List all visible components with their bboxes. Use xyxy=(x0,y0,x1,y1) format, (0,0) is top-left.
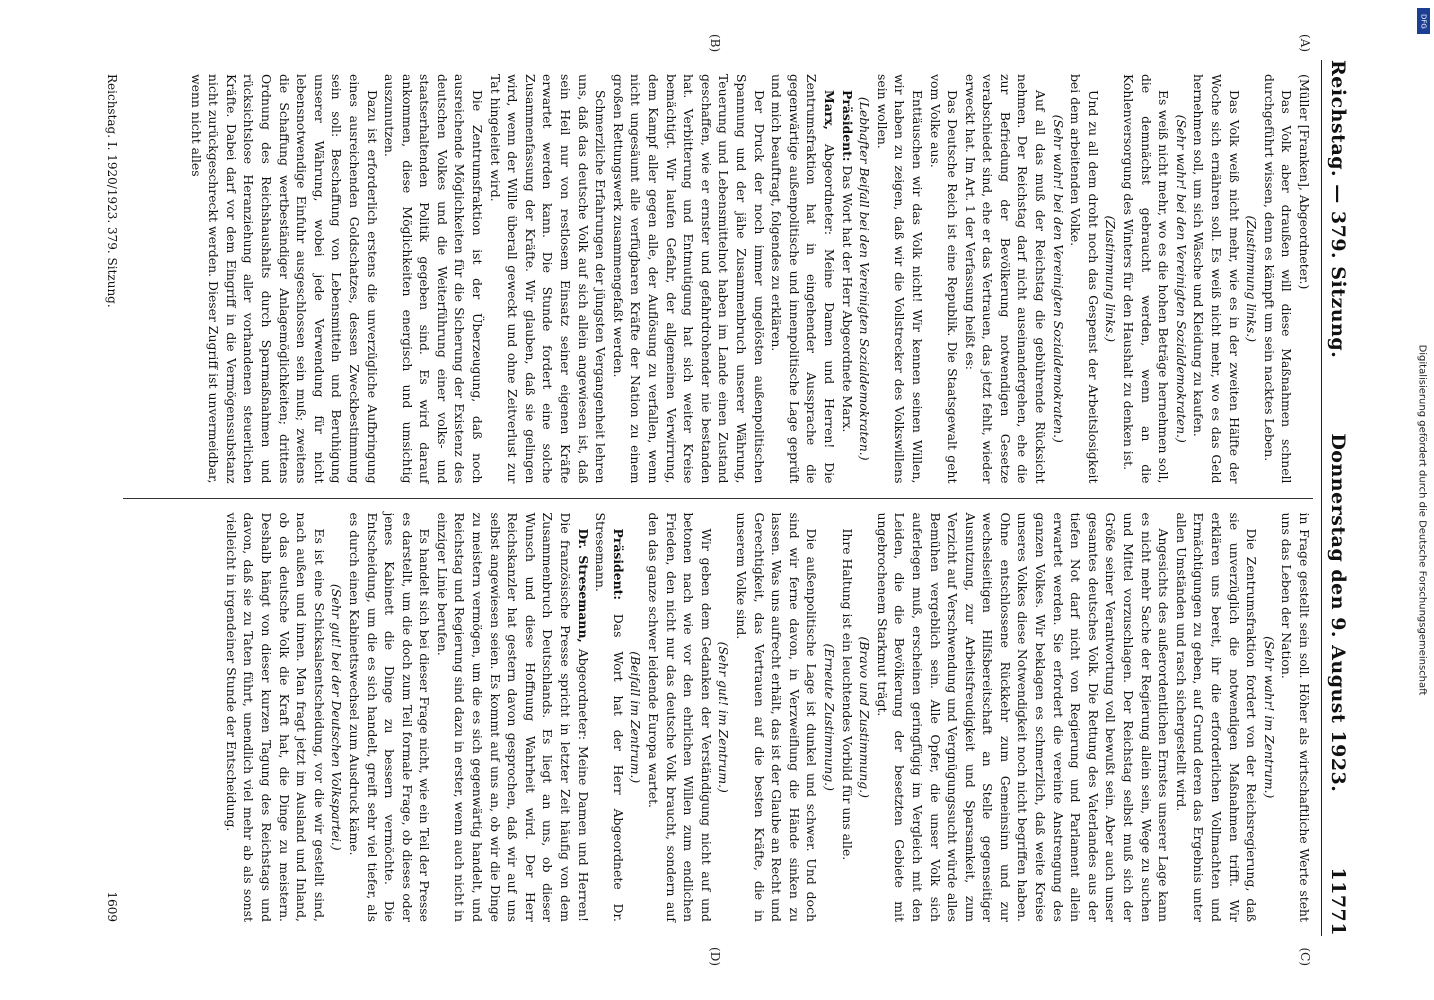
dfg-logo-icon: DFG xyxy=(1417,8,1430,34)
paragraph: Das Volk aber draußen will diese Maßnahmen schnell durchgeführt wissen, denn es kämpft um sein nacktes Leben. xyxy=(1261,74,1295,484)
paragraph: Enttäuschen wir das Volk nicht! Wir kennen seinen Willen, wir haben zu zeigen, daß wir die Vollstrecker des Volkswillens sein wollen. xyxy=(874,74,925,484)
paragraph: Und zu all dem droht noch das Gespenst der Arbeitslosigkeit bei dem arbeitenden Volke. xyxy=(1068,74,1101,484)
interjection: (Beifall im Zentrum.) xyxy=(628,651,644,784)
header-center: Donnerstag den 9. August 1923. xyxy=(1327,433,1349,793)
paragraph: Der Druck der noch immer ungelösten außenpolitischen Spannung und der jähe Zusammenbruch unserer Währung, Teuerung und Lebensmittelnot haben im Lande einen Zustand geschaffen, wie er ernster und gefahrdrohender nie bestanden hat. Verbitterung und Entmutigung hat sich weiter Kreise bemächtigt. Wir laufen Gefahr, der allgemeinen Verwirrung, dem Kampf aller gegen alle, der Auflösung zu verfallen, wenn nicht ungesäumt alle verfügbaren Kräfte der Nation zu einem großen Rettungswerk zusammengefaßt werden. xyxy=(610,74,767,484)
paragraph: Schmerzliche Erfahrungen der jüngsten Vergangenheit lehren uns, daß das deutsche Volk auf sich allein angewiesen ist, daß sein Heil nur von restlosem Einsatz seiner eigenen Kräfte erwartet werden kann. Die Stunde fordert eine solche Zusammenfassung der Kräfte. Wir glauben, daß sie gelingen wird, wenn der Wille überall geweckt und ohne Zeitverlust zur Tat hingeleitet wird. xyxy=(487,74,609,484)
paragraph: Angesichts des außerordentlichen Ernstes unserer Lage kann es nicht mehr Sache der Regierung allein sein, Wege zu suchen und Mittel vorzuschlagen. Der Reichstag selbst muß sich der Größe seiner Verantwortung voll bewußt sein. Aber auch unser gesamtes deutsches Volk. Die Rettung des Vaterlandes aus der tiefen Not darf nicht von Regierung und Parlament allein erwartet werden. Sie erfordert die vereinte Anstrengung des ganzen Volkes. Wir beklagen es schmerzlich, daß weite Kreise unseres Volkes diese Notwendigkeit noch nicht begriffen haben. Ohne entschlossene Rückkehr zum Gemeinsinn und zur wechselseitigen Hilfsbereitschaft an Stelle gegenseitiger Ausnutzung, zur Arbeitsfreudigkeit und Sparsamkeit, zum Verzicht auf Verschwendung und Vergnügungssucht würde alles Bemühen vergeblich sein. Alle Opfer, die unser Volk sich auferlegen muß, erscheinen geringfügig im Vergleich mit den Leiden, die die Bevölkerung der besetzten Gebiete mit ungebrochenem Starkmut trägt. xyxy=(874,512,1172,922)
interjection: (Sehr gut! bei der Deutschen Volkspartei.) xyxy=(329,583,345,851)
margin-marker-b: (B) xyxy=(708,34,722,53)
speaker-paragraph xyxy=(433,513,591,923)
page-header xyxy=(1321,60,1349,936)
paragraph: Es ist eine Schicksalsentscheidung, vor die wir gestellt sind, nach außen und innen. Man fragt jetzt im Ausland und Inland, ob das deutsche Volk die Kraft hat, die Dinge zu meistern. Deshalb hängt von dieser kurzen Tagung des Reichstags und davon, daß sie zu Taten führt, unendlich viel mehr ab als sonst vielleicht in irgendeiner Stunde der Entscheidung. xyxy=(223,512,327,922)
digitization-note-text: Digitalisierung gefördert durch die Deutsche Forschungsgemeinschaft xyxy=(1416,344,1428,696)
interjection: (Zustimmung links.) xyxy=(1103,215,1119,343)
speech-text: Abgeordneter: Meine Damen und Herren! Die französische Presse spricht in letzter Zeit häufig von dem Zusammenbruch Deutschlands. Es liegt an uns, ob dieser Wunsch und diese Hoffnung Wahrheit wird. Der Herr Reichskanzler hat gestern davon gesprochen, daß wir auf uns selbst angewiesen seien. Es kommt auf uns an, ob wir die Dinge zu meistern vermögen, um die es sich gegenwärtig handelt, und Reichstag und Regierung sind dazu in erster, wenn auch nicht in einziger Linie berufen. xyxy=(434,512,591,922)
columns xyxy=(123,34,1313,966)
interjection: (Sehr wahr! bei den Vereinigten Sozialdemokraten.) xyxy=(1173,114,1189,443)
header-left: Reichstag. — 379. Sitzung. xyxy=(1327,60,1349,359)
interjection: (Zustimmung links.) xyxy=(1244,215,1260,343)
interjection: (Erneute Zustimmung.) xyxy=(821,643,837,791)
speaker-name: Marx, xyxy=(821,90,837,130)
page-footer xyxy=(105,60,119,936)
paragraph: Das Deutsche Reich ist eine Republik. Die Staatsgewalt geht vom Volke aus. xyxy=(927,74,961,484)
speaker-paragraph xyxy=(768,74,838,484)
speaker-name: Präsident: xyxy=(839,90,855,162)
footer-signature: 1609 xyxy=(105,891,119,922)
footer-left: Reichstag. I. 1920/1923. 379. Sitzung. xyxy=(105,74,119,308)
paragraph: Die außenpolitische Lage ist dunkel und schwer. Und doch sind wir ferne davon, in Verzweiflung die Hände sinken zu lassen. Was uns aufrecht erhält, das ist der Glaube an Recht und Gerechtigkeit, das Vertrauen auf die besten Kräfte, die in unserem Volke sind. xyxy=(734,512,820,922)
margin-marker-d: (D) xyxy=(708,947,722,966)
paragraph: Ihre Haltung ist ein leuchtendes Vorbild für uns alle. xyxy=(839,528,855,861)
speech-text: Abgeordneter: Meine Damen und Herren! Die Zentrumsfraktion hat in eingehender Aussprache die gegenwärtige außenpolitische und innenpolitische Lage geprüft und mich beauftragt, folgendes zu erklären. xyxy=(769,74,837,484)
speech-text: Das Wort hat der Herr Abgeordnete Dr. Stresemann. xyxy=(593,512,626,922)
right-column xyxy=(123,499,1313,966)
rotated-page xyxy=(27,20,1407,980)
digitization-note xyxy=(1414,40,1430,1000)
paragraph: Die Zentrumsfraktion ist der Überzeugung, daß noch ausreichende Möglichkeiten für die Sicherung der Existenz des deutschen Volkes und die Weiterführung einer volks- und staatserhaltenden Politik gegeben sind. Es wird darauf ankommen, diese Möglichkeiten energisch und umsichtig auszunutzen. xyxy=(382,74,486,484)
interjection: (Bravo und Zustimmung.) xyxy=(857,636,873,799)
interjection: (Sehr gut! im Zentrum.) xyxy=(716,641,732,793)
speaker-paragraph xyxy=(838,74,856,484)
page-number: 11771 xyxy=(1327,867,1349,936)
left-column xyxy=(123,34,1313,499)
speaker-name: Präsident: xyxy=(610,528,626,600)
paragraph: (Müller [Franken], Abgeordneter.) xyxy=(1297,74,1312,290)
interjection: (Sehr wahr! bei den Vereinigten Sozialdemokraten.) xyxy=(1050,114,1066,443)
paragraph: Es weiß nicht mehr, wo es die hohen Beträge hernehmen soll, die demnächst gebraucht werden, wenn an die Kohlenversorgung des Winters für den Haushalt zu denken ist. xyxy=(1121,74,1172,484)
margin-marker-a: (A) xyxy=(1298,34,1312,53)
paragraph: Auf all das muß der Reichstag die gebührende Rücksicht nehmen. Der Reichstag darf nicht auseinandergehen, ehe die zur Befriedung der Bevölkerung notwendigen Gesetze verabschiedet sind, ehe er das Vertrauen, das jetzt fehlt, wieder erweckt hat. Im Art. 1 der Verfassung heißt es: xyxy=(962,74,1049,484)
paragraph: Wir geben dem Gedanken der Verständigung nicht auf und betonen nach wie vor den ehrlichen Willen zum endlichen Frieden, den nicht nur das deutsche Volk braucht, sondern auf den das ganze schwer leidende Europa wartet. xyxy=(646,512,714,922)
interjection: (Sehr wahr! im Zentrum.) xyxy=(1261,636,1277,799)
speech-text: Das Wort hat der Herr Abgeordnete Marx. xyxy=(839,165,855,433)
speaker-name: Dr. Stresemann, xyxy=(575,528,591,643)
paragraph: Dazu ist erforderlich erstens die unverzügliche Aufbringung eines ausreichenden Goldschatzes, dessen Zweckbestimmung sein soll: Beschaffung von Lebensmitteln und Beruhigung unserer Währung, wobei jede Verwendung für nicht lebensnotwendige Einfuhr ausgeschlossen sein muß; zweitens die Schaffung wertbeständiger Anlagemöglichkeiten; drittens Ordnung des Reichshaushalts durch Sparmaßnahmen und rücksichtslose Heranziehung aller vorhandenen steuerlichen Kräfte. Dabei darf vor dem Eingriff in die Vermögenssubstanz nicht zurückgeschreckt werden. Dieser Zugriff ist unvermeidbar, wenn nicht alles xyxy=(188,74,380,484)
speaker-paragraph xyxy=(592,513,627,923)
paragraph: Es handelt sich bei dieser Frage nicht, wie ein Teil der Presse es darstellt, um die doch zum Teil formale Frage, ob dieses oder jenes Kabinett die Dinge zu bessern vermöchte. Die Entscheidung, um die es sich handelt, greift sehr viel tiefer, als es durch einen Kabinettswechsel zum Ausdruck käme. xyxy=(346,512,433,922)
paragraph: in Frage gestellt sein soll. Höher als wirtschaftliche Werte steht uns das Leben der Nation. xyxy=(1279,512,1312,922)
paragraph: Das Volk weiß nicht mehr, wie es in der zweiten Hälfte der Woche sich ernähren soll. Es weiß nicht mehr, wo es das Geld hernehmen soll, um sich Wäsche und Kleidung zu kaufen. xyxy=(1191,74,1242,484)
paragraph: Die Zentrumsfraktion fordert von der Reichsregierung, daß sie unverzüglich die notwendigen Maßnahmen trifft. Wir erklären uns bereit, ihr die erforderlichen Vollmachten und Ermächtigungen zu geben, auf Grund deren das Ergebnis unter allen Umständen und rasch sichergestellt wird. xyxy=(1173,512,1260,922)
interjection: (Lebhafter Beifall bei den Vereinigten Sozialdemokraten.) xyxy=(857,96,873,461)
margin-marker-c: (C) xyxy=(1298,947,1312,966)
